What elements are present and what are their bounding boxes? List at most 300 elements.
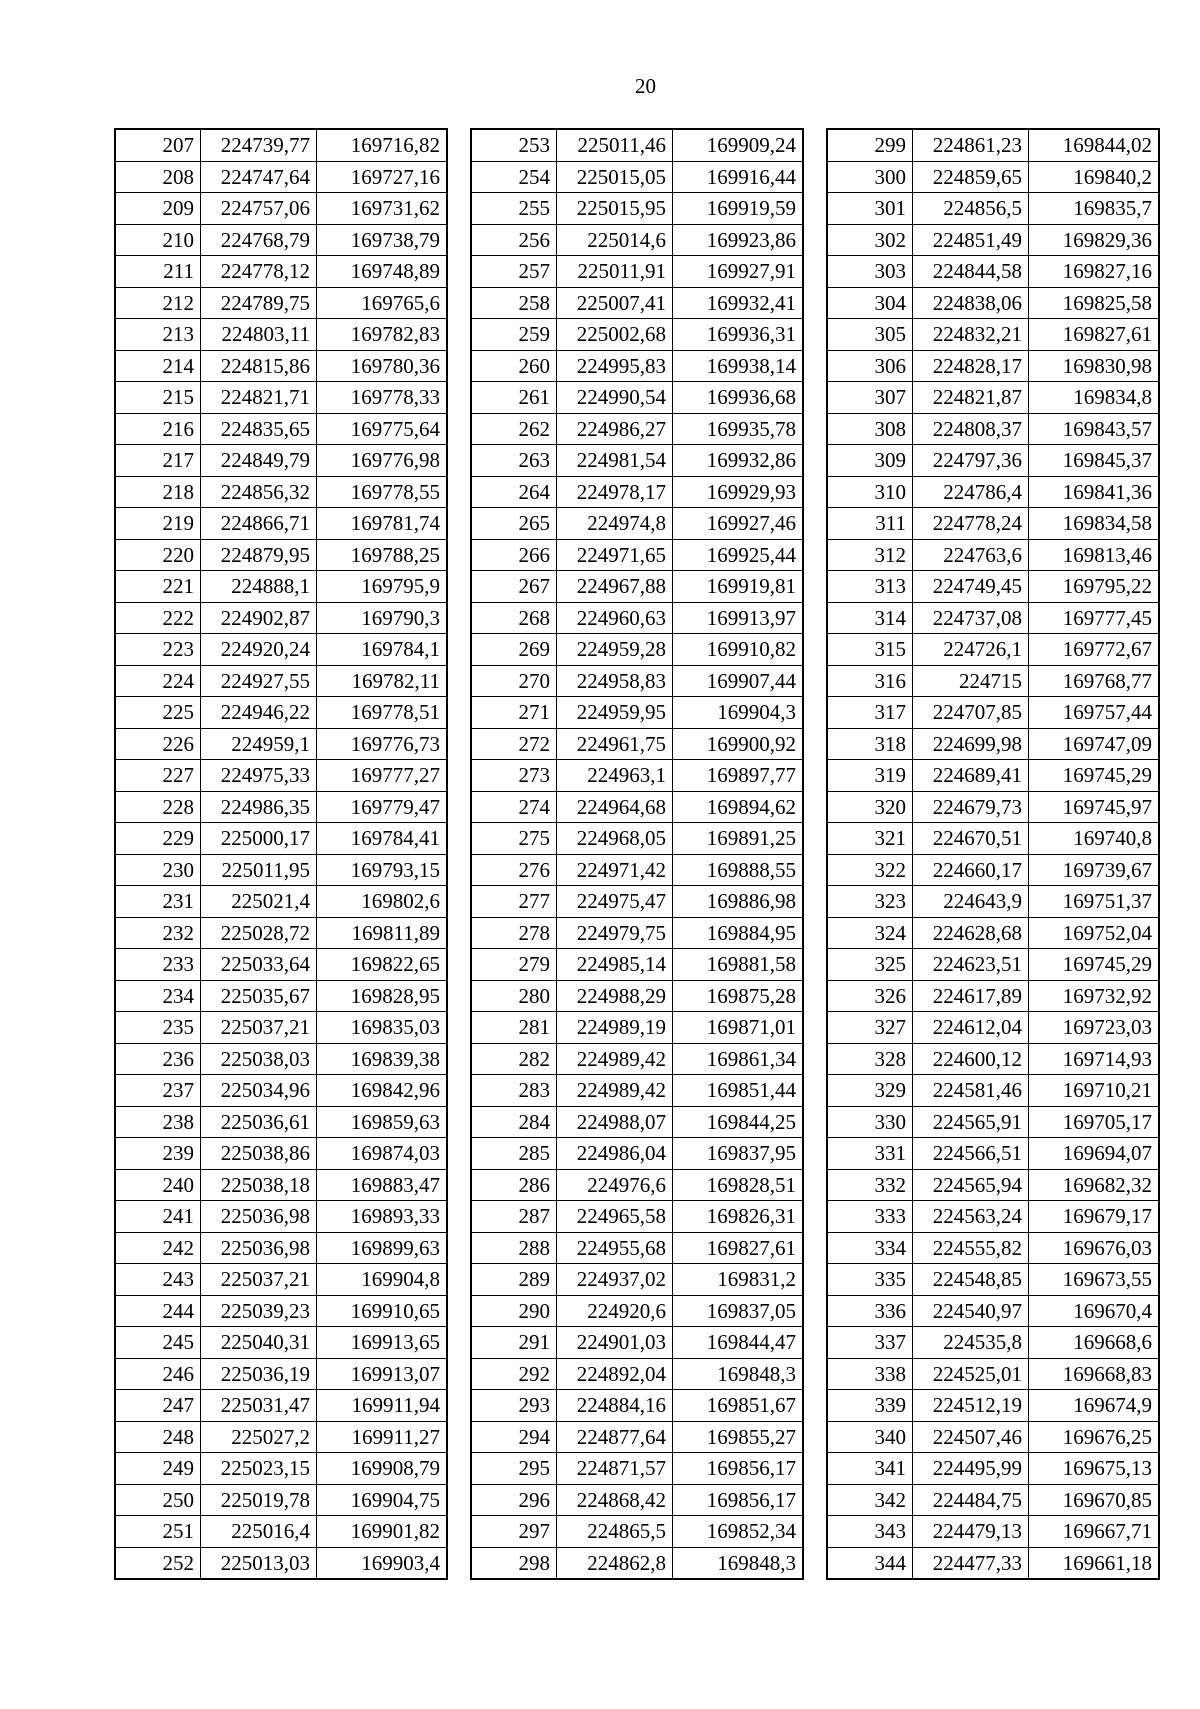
table-row [471, 980, 803, 1012]
y-coordinate-cell: 169923,86 [673, 224, 804, 256]
table-row [827, 476, 1159, 508]
x-coordinate-cell: 224484,75 [913, 1484, 1029, 1516]
x-coordinate-cell: 224789,75 [201, 287, 317, 319]
table-row [471, 1453, 803, 1485]
point-number-cell: 220 [115, 539, 201, 571]
x-coordinate-cell: 224985,14 [557, 949, 673, 981]
y-coordinate-cell: 169932,41 [673, 287, 804, 319]
point-number-cell: 262 [471, 413, 557, 445]
table-row [115, 791, 447, 823]
page-number: 20 [635, 74, 656, 98]
x-coordinate-cell: 224540,97 [913, 1295, 1029, 1327]
point-number-cell: 252 [115, 1547, 201, 1579]
table-row [115, 1390, 447, 1422]
x-coordinate-cell: 224927,55 [201, 665, 317, 697]
table-row [115, 1547, 447, 1579]
x-coordinate-cell: 225034,96 [201, 1075, 317, 1107]
point-number-cell: 230 [115, 854, 201, 886]
table-row [827, 1201, 1159, 1233]
point-number-cell: 241 [115, 1201, 201, 1233]
x-coordinate-cell: 224967,88 [557, 571, 673, 603]
table-row [827, 791, 1159, 823]
point-number-cell: 333 [827, 1201, 913, 1233]
table-row [827, 697, 1159, 729]
x-coordinate-cell: 224866,71 [201, 508, 317, 540]
coordinates-table-2 [470, 128, 804, 1580]
x-coordinate-cell: 224768,79 [201, 224, 317, 256]
point-number-cell: 283 [471, 1075, 557, 1107]
table-row [471, 1232, 803, 1264]
table-row [471, 949, 803, 981]
y-coordinate-cell: 169813,46 [1029, 539, 1160, 571]
point-number-cell: 295 [471, 1453, 557, 1485]
y-coordinate-cell: 169871,01 [673, 1012, 804, 1044]
x-coordinate-cell: 224871,57 [557, 1453, 673, 1485]
table-row [827, 539, 1159, 571]
x-coordinate-cell: 224808,37 [913, 413, 1029, 445]
table-row [471, 1106, 803, 1138]
point-number-cell: 302 [827, 224, 913, 256]
point-number-cell: 330 [827, 1106, 913, 1138]
y-coordinate-cell: 169913,97 [673, 602, 804, 634]
y-coordinate-cell: 169913,65 [317, 1327, 448, 1359]
y-coordinate-cell: 169782,11 [317, 665, 448, 697]
table-row [115, 413, 447, 445]
y-coordinate-cell: 169856,17 [673, 1453, 804, 1485]
y-coordinate-cell: 169679,17 [1029, 1201, 1160, 1233]
point-number-cell: 342 [827, 1484, 913, 1516]
table-row [115, 224, 447, 256]
y-coordinate-cell: 169829,36 [1029, 224, 1160, 256]
table-row [471, 256, 803, 288]
y-coordinate-cell: 169908,79 [317, 1453, 448, 1485]
y-coordinate-cell: 169835,03 [317, 1012, 448, 1044]
point-number-cell: 324 [827, 917, 913, 949]
y-coordinate-cell: 169745,97 [1029, 791, 1160, 823]
y-coordinate-cell: 169936,31 [673, 319, 804, 351]
x-coordinate-cell: 224964,68 [557, 791, 673, 823]
table-row [827, 1421, 1159, 1453]
y-coordinate-cell: 169776,98 [317, 445, 448, 477]
point-number-cell: 240 [115, 1169, 201, 1201]
point-number-cell: 344 [827, 1547, 913, 1579]
point-number-cell: 243 [115, 1264, 201, 1296]
point-number-cell: 225 [115, 697, 201, 729]
point-number-cell: 248 [115, 1421, 201, 1453]
x-coordinate-cell: 224856,5 [913, 193, 1029, 225]
table-row [827, 319, 1159, 351]
x-coordinate-cell: 225002,68 [557, 319, 673, 351]
table-row [827, 445, 1159, 477]
x-coordinate-cell: 224563,24 [913, 1201, 1029, 1233]
point-number-cell: 311 [827, 508, 913, 540]
x-coordinate-cell: 224778,24 [913, 508, 1029, 540]
table-row [827, 508, 1159, 540]
y-coordinate-cell: 169916,44 [673, 161, 804, 193]
y-coordinate-cell: 169747,09 [1029, 728, 1160, 760]
point-number-cell: 335 [827, 1264, 913, 1296]
x-coordinate-cell: 224786,4 [913, 476, 1029, 508]
table-row [115, 1012, 447, 1044]
y-coordinate-cell: 169851,44 [673, 1075, 804, 1107]
table-row [827, 1169, 1159, 1201]
table-row [827, 350, 1159, 382]
x-coordinate-cell: 224862,8 [557, 1547, 673, 1579]
y-coordinate-cell: 169765,6 [317, 287, 448, 319]
x-coordinate-cell: 224989,42 [557, 1075, 673, 1107]
point-number-cell: 227 [115, 760, 201, 792]
point-number-cell: 319 [827, 760, 913, 792]
x-coordinate-cell: 225031,47 [201, 1390, 317, 1422]
point-number-cell: 294 [471, 1421, 557, 1453]
y-coordinate-cell: 169802,6 [317, 886, 448, 918]
point-number-cell: 259 [471, 319, 557, 351]
y-coordinate-cell: 169740,8 [1029, 823, 1160, 855]
x-coordinate-cell: 224797,36 [913, 445, 1029, 477]
x-coordinate-cell: 224986,27 [557, 413, 673, 445]
x-coordinate-cell: 224566,51 [913, 1138, 1029, 1170]
x-coordinate-cell: 224861,23 [913, 129, 1029, 161]
y-coordinate-cell: 169748,89 [317, 256, 448, 288]
point-number-cell: 236 [115, 1043, 201, 1075]
table-row [115, 539, 447, 571]
x-coordinate-cell: 224525,01 [913, 1358, 1029, 1390]
x-coordinate-cell: 224747,64 [201, 161, 317, 193]
table-row [827, 854, 1159, 886]
point-number-cell: 232 [115, 917, 201, 949]
point-number-cell: 224 [115, 665, 201, 697]
table-row [827, 224, 1159, 256]
y-coordinate-cell: 169839,38 [317, 1043, 448, 1075]
y-coordinate-cell: 169843,57 [1029, 413, 1160, 445]
point-number-cell: 325 [827, 949, 913, 981]
y-coordinate-cell: 169899,63 [317, 1232, 448, 1264]
x-coordinate-cell: 225019,78 [201, 1484, 317, 1516]
table-row [115, 760, 447, 792]
x-coordinate-cell: 225000,17 [201, 823, 317, 855]
point-number-cell: 275 [471, 823, 557, 855]
y-coordinate-cell: 169897,77 [673, 760, 804, 792]
point-number-cell: 292 [471, 1358, 557, 1390]
table-row [471, 161, 803, 193]
table-row [115, 823, 447, 855]
table-row [115, 350, 447, 382]
point-number-cell: 297 [471, 1516, 557, 1548]
y-coordinate-cell: 169925,44 [673, 539, 804, 571]
point-number-cell: 237 [115, 1075, 201, 1107]
x-coordinate-cell: 225036,19 [201, 1358, 317, 1390]
table-row [471, 791, 803, 823]
x-coordinate-cell: 224978,17 [557, 476, 673, 508]
table-row [471, 760, 803, 792]
point-number-cell: 214 [115, 350, 201, 382]
point-number-cell: 277 [471, 886, 557, 918]
x-coordinate-cell: 224778,12 [201, 256, 317, 288]
x-coordinate-cell: 225039,23 [201, 1295, 317, 1327]
x-coordinate-cell: 224937,02 [557, 1264, 673, 1296]
point-number-cell: 300 [827, 161, 913, 193]
y-coordinate-cell: 169675,13 [1029, 1453, 1160, 1485]
table-row [827, 1138, 1159, 1170]
point-number-cell: 270 [471, 665, 557, 697]
table-row [827, 1484, 1159, 1516]
y-coordinate-cell: 169913,07 [317, 1358, 448, 1390]
x-coordinate-cell: 224495,99 [913, 1453, 1029, 1485]
point-number-cell: 306 [827, 350, 913, 382]
point-number-cell: 323 [827, 886, 913, 918]
point-number-cell: 250 [115, 1484, 201, 1516]
point-number-cell: 260 [471, 350, 557, 382]
y-coordinate-cell: 169927,46 [673, 508, 804, 540]
y-coordinate-cell: 169910,82 [673, 634, 804, 666]
y-coordinate-cell: 169776,73 [317, 728, 448, 760]
y-coordinate-cell: 169795,9 [317, 571, 448, 603]
x-coordinate-cell: 224960,63 [557, 602, 673, 634]
point-number-cell: 285 [471, 1138, 557, 1170]
y-coordinate-cell: 169745,29 [1029, 760, 1160, 792]
table-row [827, 1295, 1159, 1327]
point-number-cell: 322 [827, 854, 913, 886]
point-number-cell: 211 [115, 256, 201, 288]
table-row [115, 476, 447, 508]
table-row [827, 1390, 1159, 1422]
y-coordinate-cell: 169861,34 [673, 1043, 804, 1075]
y-coordinate-cell: 169881,58 [673, 949, 804, 981]
table-row [827, 1106, 1159, 1138]
y-coordinate-cell: 169827,61 [1029, 319, 1160, 351]
point-number-cell: 273 [471, 760, 557, 792]
table-row [471, 193, 803, 225]
table-row [115, 256, 447, 288]
table-row [471, 508, 803, 540]
y-coordinate-cell: 169907,44 [673, 665, 804, 697]
y-coordinate-cell: 169900,92 [673, 728, 804, 760]
table-row [827, 287, 1159, 319]
y-coordinate-cell: 169781,74 [317, 508, 448, 540]
point-number-cell: 228 [115, 791, 201, 823]
point-number-cell: 239 [115, 1138, 201, 1170]
table-row [115, 508, 447, 540]
table-row [827, 1327, 1159, 1359]
point-number-cell: 341 [827, 1453, 913, 1485]
x-coordinate-cell: 224535,8 [913, 1327, 1029, 1359]
table-row [115, 287, 447, 319]
table-row [471, 854, 803, 886]
y-coordinate-cell: 169904,8 [317, 1264, 448, 1296]
table-row [827, 413, 1159, 445]
y-coordinate-cell: 169732,92 [1029, 980, 1160, 1012]
point-number-cell: 327 [827, 1012, 913, 1044]
point-number-cell: 329 [827, 1075, 913, 1107]
y-coordinate-cell: 169837,05 [673, 1295, 804, 1327]
table-row [471, 1327, 803, 1359]
point-number-cell: 299 [827, 129, 913, 161]
y-coordinate-cell: 169848,3 [673, 1358, 804, 1390]
point-number-cell: 212 [115, 287, 201, 319]
x-coordinate-cell: 224699,98 [913, 728, 1029, 760]
y-coordinate-cell: 169778,51 [317, 697, 448, 729]
point-number-cell: 235 [115, 1012, 201, 1044]
x-coordinate-cell: 224821,71 [201, 382, 317, 414]
point-number-cell: 245 [115, 1327, 201, 1359]
x-coordinate-cell: 224920,24 [201, 634, 317, 666]
x-coordinate-cell: 225023,15 [201, 1453, 317, 1485]
point-number-cell: 229 [115, 823, 201, 855]
y-coordinate-cell: 169670,85 [1029, 1484, 1160, 1516]
x-coordinate-cell: 224726,1 [913, 634, 1029, 666]
y-coordinate-cell: 169674,9 [1029, 1390, 1160, 1422]
x-coordinate-cell: 224989,42 [557, 1043, 673, 1075]
y-coordinate-cell: 169682,32 [1029, 1169, 1160, 1201]
x-coordinate-cell: 224877,64 [557, 1421, 673, 1453]
y-coordinate-cell: 169856,17 [673, 1484, 804, 1516]
table-row [115, 129, 447, 161]
point-number-cell: 320 [827, 791, 913, 823]
point-number-cell: 274 [471, 791, 557, 823]
table-row [471, 1012, 803, 1044]
y-coordinate-cell: 169828,95 [317, 980, 448, 1012]
point-number-cell: 264 [471, 476, 557, 508]
point-number-cell: 309 [827, 445, 913, 477]
y-coordinate-cell: 169828,51 [673, 1169, 804, 1201]
x-coordinate-cell: 224901,03 [557, 1327, 673, 1359]
table-row [827, 193, 1159, 225]
table-row [827, 129, 1159, 161]
x-coordinate-cell: 224815,86 [201, 350, 317, 382]
table-row [115, 602, 447, 634]
point-number-cell: 233 [115, 949, 201, 981]
table-row [115, 1043, 447, 1075]
x-coordinate-cell: 224749,45 [913, 571, 1029, 603]
y-coordinate-cell: 169886,98 [673, 886, 804, 918]
point-number-cell: 249 [115, 1453, 201, 1485]
x-coordinate-cell: 224600,12 [913, 1043, 1029, 1075]
table-row [471, 1516, 803, 1548]
x-coordinate-cell: 224757,06 [201, 193, 317, 225]
table-row [471, 665, 803, 697]
y-coordinate-cell: 169738,79 [317, 224, 448, 256]
x-coordinate-cell: 224946,22 [201, 697, 317, 729]
table-row [115, 1421, 447, 1453]
x-coordinate-cell: 224715 [913, 665, 1029, 697]
table-row [827, 886, 1159, 918]
point-number-cell: 314 [827, 602, 913, 634]
point-number-cell: 244 [115, 1295, 201, 1327]
y-coordinate-cell: 169844,47 [673, 1327, 804, 1359]
y-coordinate-cell: 169676,03 [1029, 1232, 1160, 1264]
table-row [471, 1043, 803, 1075]
point-number-cell: 339 [827, 1390, 913, 1422]
table-row [115, 949, 447, 981]
table-row [827, 1012, 1159, 1044]
y-coordinate-cell: 169752,04 [1029, 917, 1160, 949]
point-number-cell: 267 [471, 571, 557, 603]
table-row [115, 1327, 447, 1359]
point-number-cell: 321 [827, 823, 913, 855]
table-row [115, 1138, 447, 1170]
x-coordinate-cell: 224803,11 [201, 319, 317, 351]
table-row [471, 350, 803, 382]
table-row [471, 319, 803, 351]
y-coordinate-cell: 169911,94 [317, 1390, 448, 1422]
table-row [115, 1201, 447, 1233]
y-coordinate-cell: 169768,77 [1029, 665, 1160, 697]
table-row [471, 1169, 803, 1201]
point-number-cell: 340 [827, 1421, 913, 1453]
table-row [115, 697, 447, 729]
y-coordinate-cell: 169837,95 [673, 1138, 804, 1170]
y-coordinate-cell: 169775,64 [317, 413, 448, 445]
y-coordinate-cell: 169844,02 [1029, 129, 1160, 161]
y-coordinate-cell: 169668,83 [1029, 1358, 1160, 1390]
point-number-cell: 213 [115, 319, 201, 351]
table-row [471, 1358, 803, 1390]
x-coordinate-cell: 224707,85 [913, 697, 1029, 729]
x-coordinate-cell: 224892,04 [557, 1358, 673, 1390]
point-number-cell: 256 [471, 224, 557, 256]
y-coordinate-cell: 169670,4 [1029, 1295, 1160, 1327]
point-number-cell: 218 [115, 476, 201, 508]
table-row [471, 413, 803, 445]
point-number-cell: 303 [827, 256, 913, 288]
y-coordinate-cell: 169927,91 [673, 256, 804, 288]
x-coordinate-cell: 224628,68 [913, 917, 1029, 949]
table-row [471, 1264, 803, 1296]
y-coordinate-cell: 169903,4 [317, 1547, 448, 1579]
x-coordinate-cell: 224965,58 [557, 1201, 673, 1233]
y-coordinate-cell: 169661,18 [1029, 1547, 1160, 1579]
point-number-cell: 338 [827, 1358, 913, 1390]
table-row [115, 665, 447, 697]
x-coordinate-cell: 224975,47 [557, 886, 673, 918]
y-coordinate-cell: 169893,33 [317, 1201, 448, 1233]
table-row [115, 319, 447, 351]
y-coordinate-cell: 169848,3 [673, 1547, 804, 1579]
x-coordinate-cell: 224971,65 [557, 539, 673, 571]
table-row [115, 382, 447, 414]
table-row [827, 949, 1159, 981]
x-coordinate-cell: 224995,83 [557, 350, 673, 382]
table-row [471, 1547, 803, 1579]
x-coordinate-cell: 224975,33 [201, 760, 317, 792]
table-row [115, 634, 447, 666]
x-coordinate-cell: 224974,8 [557, 508, 673, 540]
table-row [115, 886, 447, 918]
x-coordinate-cell: 225038,03 [201, 1043, 317, 1075]
x-coordinate-cell: 224832,21 [913, 319, 1029, 351]
y-coordinate-cell: 169676,25 [1029, 1421, 1160, 1453]
x-coordinate-cell: 224739,77 [201, 129, 317, 161]
x-coordinate-cell: 224963,1 [557, 760, 673, 792]
table-row [471, 445, 803, 477]
x-coordinate-cell: 225015,95 [557, 193, 673, 225]
y-coordinate-cell: 169852,34 [673, 1516, 804, 1548]
x-coordinate-cell: 224989,19 [557, 1012, 673, 1044]
y-coordinate-cell: 169936,68 [673, 382, 804, 414]
x-coordinate-cell: 224959,1 [201, 728, 317, 760]
x-coordinate-cell: 225036,98 [201, 1232, 317, 1264]
point-number-cell: 315 [827, 634, 913, 666]
x-coordinate-cell: 225035,67 [201, 980, 317, 1012]
x-coordinate-cell: 225027,2 [201, 1421, 317, 1453]
coordinates-table-3 [826, 128, 1160, 1580]
x-coordinate-cell: 224555,82 [913, 1232, 1029, 1264]
table-row [827, 382, 1159, 414]
table-row [471, 571, 803, 603]
x-coordinate-cell: 224689,41 [913, 760, 1029, 792]
x-coordinate-cell: 224821,87 [913, 382, 1029, 414]
y-coordinate-cell: 169844,25 [673, 1106, 804, 1138]
